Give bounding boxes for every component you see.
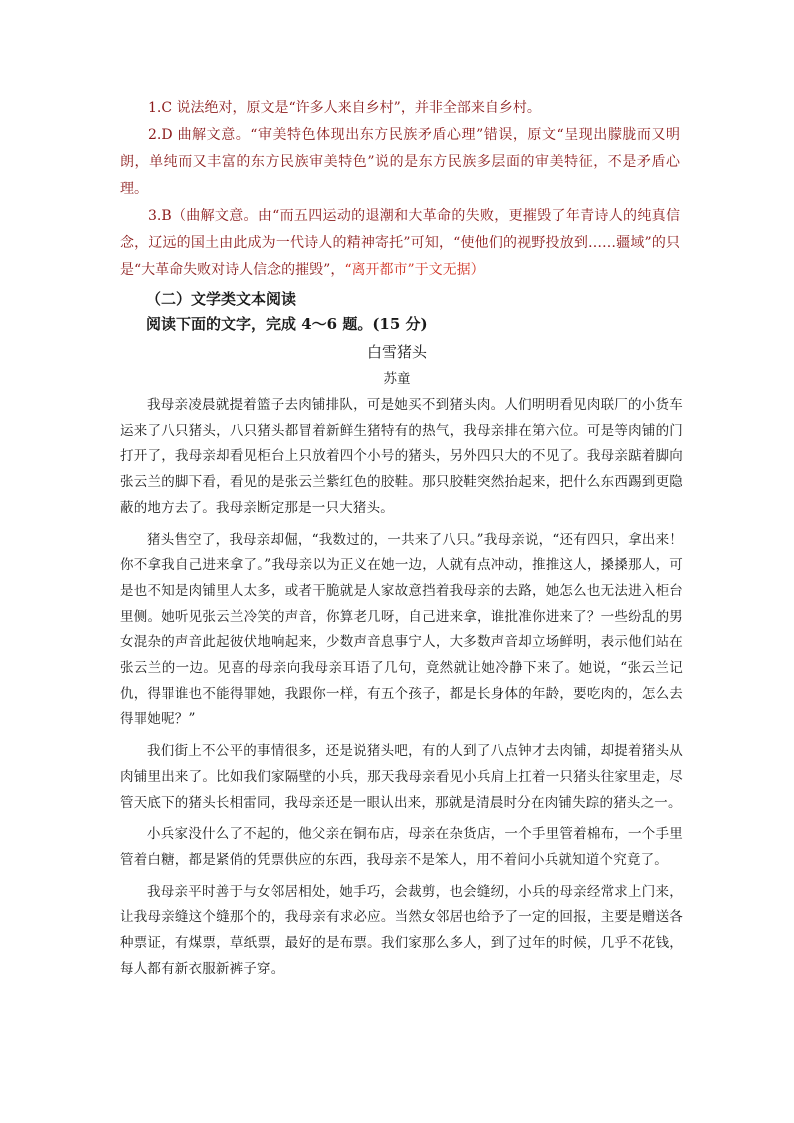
answer-key <box>120 95 680 284</box>
reading-instruction: 阅读下面的文字，完成 4～6 题。(15 分) <box>146 315 428 333</box>
answer-1: 1.C 说法绝对，原文是“许多人来自乡村”，并非全部来自乡村。 <box>148 100 541 116</box>
story-author: 苏童 <box>383 371 411 387</box>
story-paragraph: 我母亲凌晨就提着篮子去肉铺排队，可是她买不到猪头肉。人们明明看见肉联厂的小货车运来了八只猪头，八只猪头都冒着新鲜生猪特有的热气，我母亲排在第六位。可是等肉铺的门打开了，我母亲却看见柜台上只放着四个小号的猪头，另外四只大的不见了。我母亲踮着脚向张云兰的脚下看，看见的是张云兰紫红色的胶鞋。那只胶鞋突然抬起来，把什么东西踢到更隐蔽的地方去了。我母亲断定那是一只大猪头。 <box>120 397 683 516</box>
answer-3: 3.B（曲解文意。由“而五四运动的退潮和大革命的失败，更摧毁了年青诗人的纯真信念，辽远的国土由此成为一代诗人的精神寄托”可知，“使他们的视野投放到……疆域”的只是“大革命失败对诗人信念的摧毁”，“离开都市”于文无据） <box>120 208 680 278</box>
story-title: 白雪猪头 <box>366 343 427 361</box>
story-paragraph: 猪头售空了，我母亲却倔，“我数过的，一共来了八只。”我母亲说，“还有四只，拿出来！你不拿我自己进来拿了。”我母亲以为正义在她一边，人就有点冲动，推推这人，搡搡那人，可是也不知是肉铺里人太多，或者干脆就是人家故意挡着我母亲的去路，她怎么也无法进入柜台里侧。她听见张云兰冷笑的声音，你算老几呀，自己进来拿，谁批准你进来了？一些纷乱的男女混杂的声音此起彼伏地响起来，少数声音息事宁人，大多数声音却立场鲜明，表示他们站在张云兰的一边。见喜的母亲向我母亲耳语了几句，竟然就让她冷静下来了。她说，“张云兰记仇，得罪谁也不能得罪她，我跟你一样，有五个孩子，都是长身体的年龄，要吃肉的，怎么去得罪她呢？” <box>120 531 683 728</box>
story-paragraph: 我母亲平时善于与女邻居相处，她手巧，会裁剪，也会缝纫，小兵的母亲经常求上门来，让我母亲缝这个缝那个的，我母亲有求必应。当然女邻居也给予了一定的回报，主要是赠送各种票证，有煤票，草纸票，最好的是布票。我们家那么多人，到了过年的时候，几乎不花钱，每人都有新衣服新裤子穿。 <box>120 883 683 977</box>
answer-3-emphasis: “离开都市”于文无据） <box>344 262 485 278</box>
answer-2: 2.D 曲解文意。“审美特色体现出东方民族矛盾心理”错误，原文“呈现出朦胧而又明朗，单纯而又丰富的东方民族审美特色”说的是东方民族多层面的审美特征，不是矛盾心理。 <box>120 127 680 197</box>
story-paragraph: 我们街上不公平的事情很多，还是说猪头吧，有的人到了八点钟才去肉铺，却提着猪头从肉铺里出来了。比如我们家隔壁的小兵，那天我母亲看见小兵肩上扛着一只猪头往家里走，尽管天底下的猪头长相雷同，我母亲还是一眼认出来，那就是清晨时分在肉铺失踪的猪头之一。 <box>120 743 683 811</box>
story-paragraph: 小兵家没什么了不起的，他父亲在铜布店，母亲在杂货店，一个手里管着棉布，一个手里管着白糖，都是紧俏的凭票供应的东西，我母亲不是笨人，用不着问小兵就知道个究竟了。 <box>120 826 683 868</box>
story-body <box>120 393 683 988</box>
section-heading: （二）文学类文本阅读 <box>146 290 297 308</box>
